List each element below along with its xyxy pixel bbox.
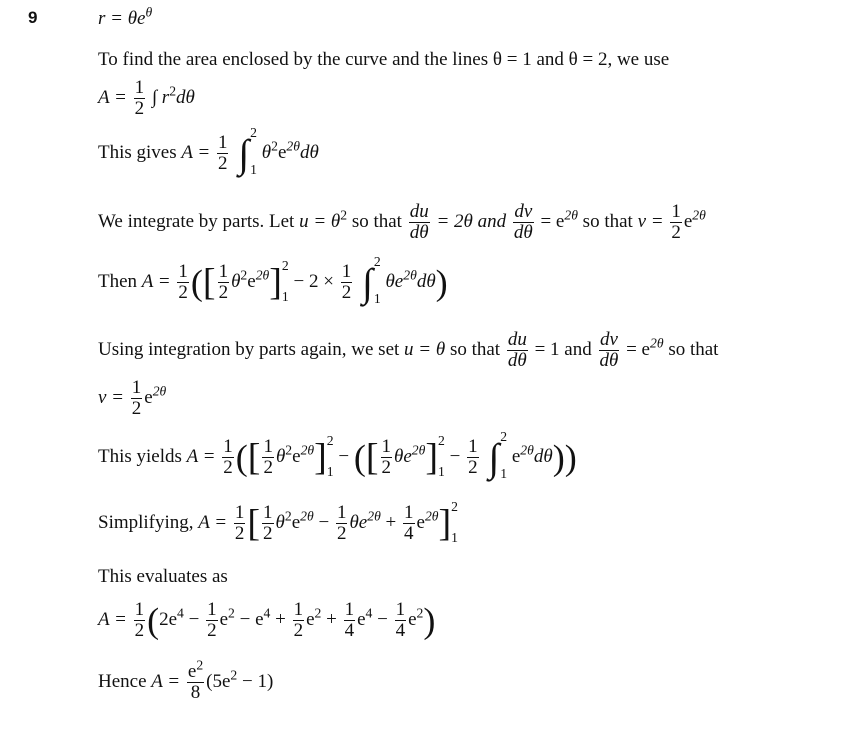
equation-area-formula: A = $\frac{1}{2}$ ∫ $r^2d\theta$ [98,77,195,119]
equation-curve: $r = \theta e^\theta$ [98,4,153,29]
equation-this-gives: This gives A = $\frac{1}{2}$ ∫ 2 1 $\theta^2e^{2\theta}d\theta$ [98,124,319,178]
equation-this-yields: This yields A = $\frac{1}{2}$ ([ $\frac{1}{2}$ $\theta^2e^{2\theta}$] 2 1 − ([ $\frac{1}{2}$ $\theta e^{2\theta}$] 2 1 − $\frac{1}{2}$ ∫ 2 1 $e^{2\theta}d\theta$)) [98,428,577,482]
equation-v-result: v = $\frac{1}{2}$ $e^{2\theta}$ [98,377,167,419]
equation-simplifying: Simplifying, A = $\frac{1}{2}$ [ $\frac{1}{2}$ $\theta^2e^{2\theta}$ − $\frac{1}{2}$ $\theta e^{2\theta}$ + $\frac{1}{4}$ $e^{2\theta}$] 2 1 [98,498,459,546]
equation-parts-again: Using integration by parts again, we set u = θ so that $\frac{du}{d\theta}$ = 1 and $\frac{dv}{d\theta}$ = $e^{2\theta}$ so that [98,329,719,371]
question-number: 9 [28,8,38,27]
equation-integrate-by-parts: We integrate by parts. Let $u = \theta^2$ so that $\frac{du}{d\theta}$ = 2θ and $\frac{dv}{d\theta}$ = $e^{2\theta}$ so that v = $\frac{1}{2}$ $e^{2\theta}$ [98,201,706,243]
text-this-evaluates: This evaluates as [98,566,228,587]
equation-evaluated: A = $\frac{1}{2}$ ($2e^4$ − $\frac{1}{2}$ $e^2 - e^4$ + $\frac{1}{2}$ $e^2$ + $\frac{1}{4}$ $e^4$ − $\frac{1}{4}$ $e^2$) [98,599,436,641]
text-area-intro: To find the area enclosed by the curve and the lines θ = 1 and θ = 2, we use [98,49,670,70]
equation-final-result: Hence A = $\frac{e^2}{8}$ $(5e^2 - 1)$ [98,657,274,703]
equation-then-a: Then A = $\frac{1}{2}$ ([ $\frac{1}{2}$ $\theta^2e^{2\theta}$] 2 1 − 2 × $\frac{1}{2}$ ∫ 2 1 $\theta e^{2\theta}d\theta$) [98,253,448,307]
